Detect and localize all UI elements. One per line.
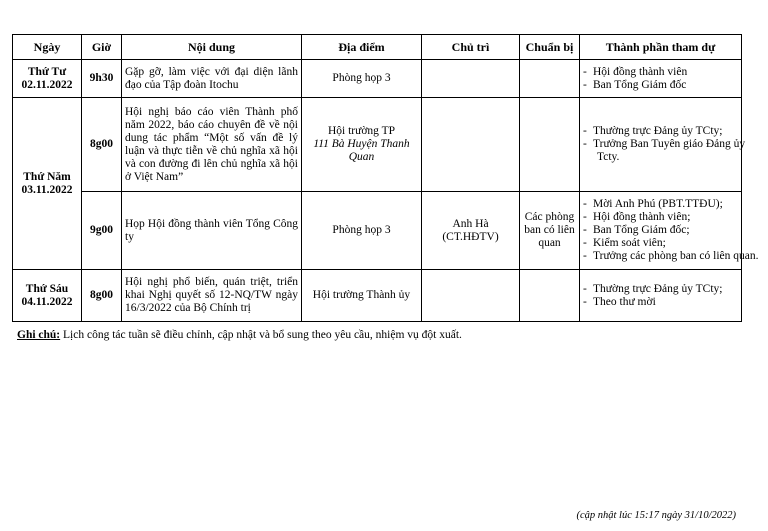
attendee-item: - Thường trực Đảng ủy TCty; [583,125,723,137]
table-row [13,60,742,98]
host-cell: Anh Hà (CT.HĐTV) [422,192,520,270]
content-cell: Hội nghị phổ biến, quán triệt, triển khai Nghị quyết số 12-NQ/TW ngày 16/3/2022 của Bộ Chính trị [122,270,302,322]
table-row [13,270,742,322]
location-cell: Phòng họp 3 [302,192,422,270]
updated-timestamp: (cập nhật lúc 15:17 ngày 31/10/2022) [576,510,736,521]
header-location: Địa điểm [302,35,422,60]
attendee-item: - Trưởng các phòng ban có liên quan. [583,250,759,262]
location-cell: Hội trường TP 111 Bà Huyện Thanh Quan [302,98,422,192]
footnote [17,329,462,341]
day-cell [13,270,82,322]
attendees-cell [580,192,759,270]
attendee-item: - Hội đồng thành viên; [583,211,691,223]
attendees-cell [580,60,742,98]
header-time: Giờ [82,35,122,60]
content-cell: Gặp gỡ, làm việc với đại diện lãnh đạo của Tập đoàn Itochu [122,60,302,98]
attendee-item: - Kiểm soát viên; [583,237,666,249]
attendee-item: - Thường trực Đảng ủy TCty; [583,282,723,295]
host-cell [422,270,520,322]
weekday: Thứ Sáu [25,282,69,295]
time-cell: 9h30 [82,60,122,98]
day-cell [13,98,82,270]
date: 02.11.2022 [21,78,73,91]
footnote-text: Lịch công tác tuần sẽ điều chỉnh, cập nhật và bổ sung theo yêu cầu, nhiệm vụ đột xuất. [60,329,462,341]
header-content: Nội dung [122,35,302,60]
attendee-item: - Ban Tổng Giám đốc [583,78,687,91]
attendees-cell [580,98,746,192]
header-host: Chủ trì [422,35,520,60]
attendee-item: - Trưởng Ban Tuyên giáo Đảng ủy [583,138,746,150]
content-cell: Họp Hội đồng thành viên Tổng Công ty [122,192,302,270]
schedule-table [12,34,759,322]
table-row [13,192,742,270]
date: 03.11.2022 [21,183,73,196]
prep-cell [520,98,580,192]
table-row [13,98,742,192]
prep-cell [520,270,580,322]
weekday: Thứ Năm [23,170,71,183]
attendee-item: - Ban Tổng Giám đốc; [583,224,690,236]
header-day: Ngày [13,35,82,60]
attendee-item: - Theo thư mời [583,295,656,308]
time-cell: 8g00 [82,98,122,192]
attendee-item: - Hội đồng thành viên [583,65,688,78]
attendee-item: Tcty. [597,151,620,163]
attendees-cell [580,270,742,322]
weekday: Thứ Tư [27,65,67,78]
time-cell: 9g00 [82,192,122,270]
date: 04.11.2022 [21,295,73,308]
header-row [13,35,742,60]
prep-cell [520,60,580,98]
location-cell: Hội trường Thành ủy [302,270,422,322]
host-cell [422,98,520,192]
header-attendees: Thành phần tham dự [580,35,742,60]
host-cell [422,60,520,98]
header-prep: Chuẩn bị [520,35,580,60]
location-cell: Phòng họp 3 [302,60,422,98]
content-cell: Hội nghị báo cáo viên Thành phố năm 2022, báo cáo chuyên đề về nội dung tác phẩm “Một số vấn đề lý luận và thực tiễn về chủ nghĩa xã hội và con đường đi lên chủ nghĩa xã hội ở Việt Nam” [122,98,302,192]
day-cell [13,60,82,98]
attendee-item: - Mời Anh Phú (PBT.TTĐU); [583,198,723,210]
prep-cell: Các phòng ban có liên quan [520,192,580,270]
footnote-label: Ghi chú: [17,329,61,341]
time-cell: 8g00 [82,270,122,322]
